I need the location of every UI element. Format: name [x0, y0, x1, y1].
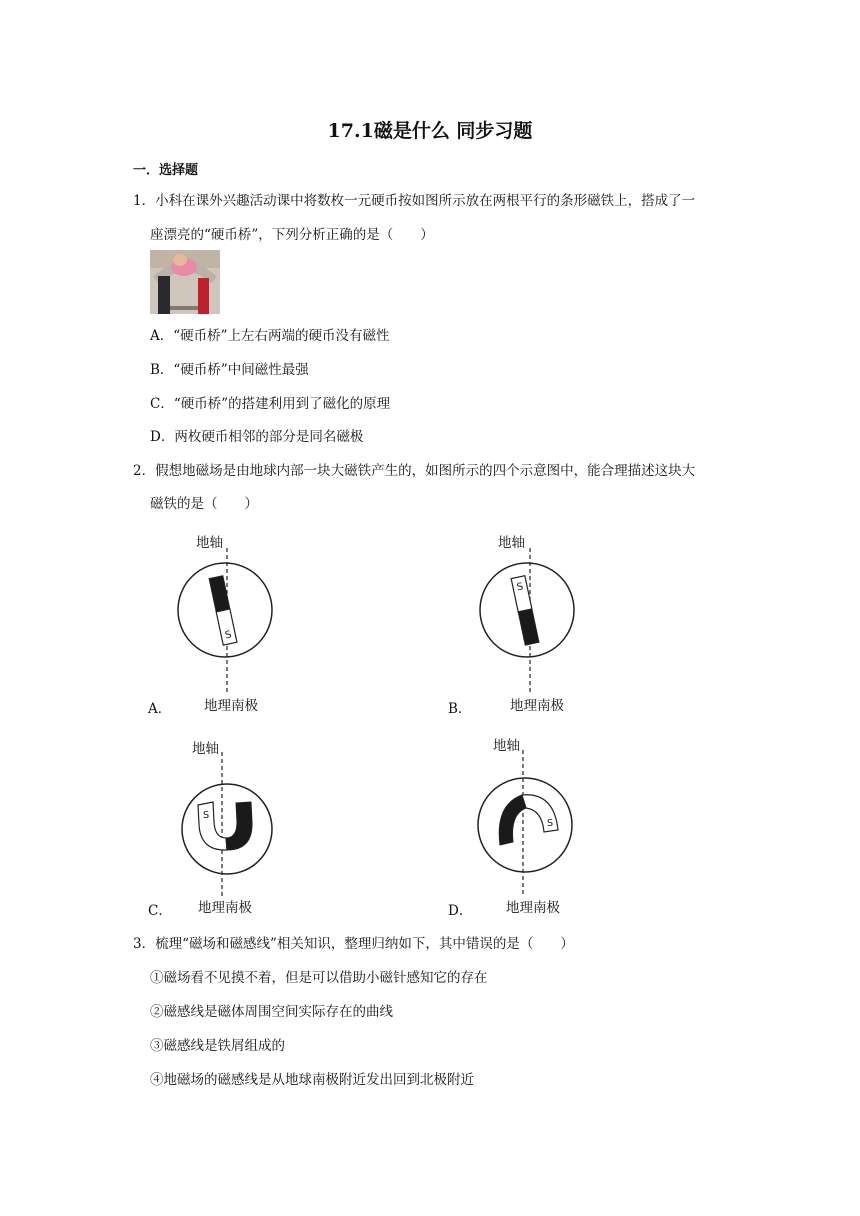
- question-3-item-2: ②磁感线是磁体周围空间实际存在的曲线: [150, 1004, 393, 1020]
- diagram-a-option-label: A．: [148, 701, 172, 717]
- diagram-c-pole-label: 地理南极: [198, 900, 252, 916]
- question-3-text: 3．梳理“磁场和磁感线”相关知识，整理归纳如下，其中错误的是（ ）: [133, 936, 574, 952]
- diagram-a-pole-letter: S: [224, 629, 233, 642]
- diagram-b-pole-letter: S: [515, 581, 525, 594]
- question-1-option-d: D．两枚硬币相邻的部分是同名磁极: [150, 429, 364, 445]
- page-title: 17.1磁是什么 同步习题: [327, 120, 533, 142]
- question-3-item-4: ④地磁场的磁感线是从地球南极附近发出回到北极附近: [150, 1072, 474, 1088]
- question-1-text-line2: 座漂亮的“硬币桥”，下列分析正确的是（ ）: [150, 227, 434, 243]
- question-3-item-1: ①磁场看不见摸不着，但是可以借助小磁针感知它的存在: [150, 970, 488, 986]
- question-1-text-line1: 1．小科在课外兴趣活动课中将数枚一元硬币按如图所示放在两根平行的条形磁铁上，搭成了一: [133, 193, 696, 209]
- diagram-d-option-label: D．: [448, 903, 473, 919]
- question-1-option-b: B．“硬币桥”中间磁性最强: [150, 362, 309, 378]
- diagram-d-earth-magnet: [470, 750, 580, 895]
- diagram-b-axis-label: 地轴: [498, 535, 525, 551]
- diagram-d-pole-letter: S: [546, 818, 554, 829]
- diagram-d-axis-label: 地轴: [493, 738, 520, 754]
- diagram-c-pole-letter: S: [202, 810, 210, 821]
- question-3-item-3: ③磁感线是铁屑组成的: [150, 1038, 285, 1054]
- diagram-d-pole-label: 地理南极: [506, 900, 560, 916]
- question-1-option-a: A．“硬币桥”上左右两端的硬币没有磁性: [150, 328, 390, 344]
- diagram-a-pole-label: 地理南极: [204, 698, 258, 714]
- question-2-text-line2: 磁铁的是（ ）: [150, 496, 258, 512]
- diagram-b-option-label: B．: [448, 701, 472, 717]
- question-2-text-line1: 2．假想地磁场是由地球内部一块大磁铁产生的，如图所示的四个示意图中，能合理描述这块大: [133, 463, 696, 479]
- diagram-a-axis-label: 地轴: [196, 535, 223, 551]
- question-1-option-c: C．“硬币桥”的搭建利用到了磁化的原理: [150, 396, 391, 412]
- diagram-b-pole-label: 地理南极: [510, 698, 564, 714]
- diagram-c-earth-magnet: [170, 752, 280, 897]
- diagram-a-earth-magnet: [170, 548, 280, 693]
- diagram-c-axis-label: 地轴: [192, 741, 219, 757]
- diagram-b-earth-magnet: [473, 548, 583, 693]
- section-heading: 一．选择题: [133, 163, 199, 178]
- coin-bridge-photo: [150, 250, 220, 314]
- diagram-c-option-label: C．: [148, 903, 172, 919]
